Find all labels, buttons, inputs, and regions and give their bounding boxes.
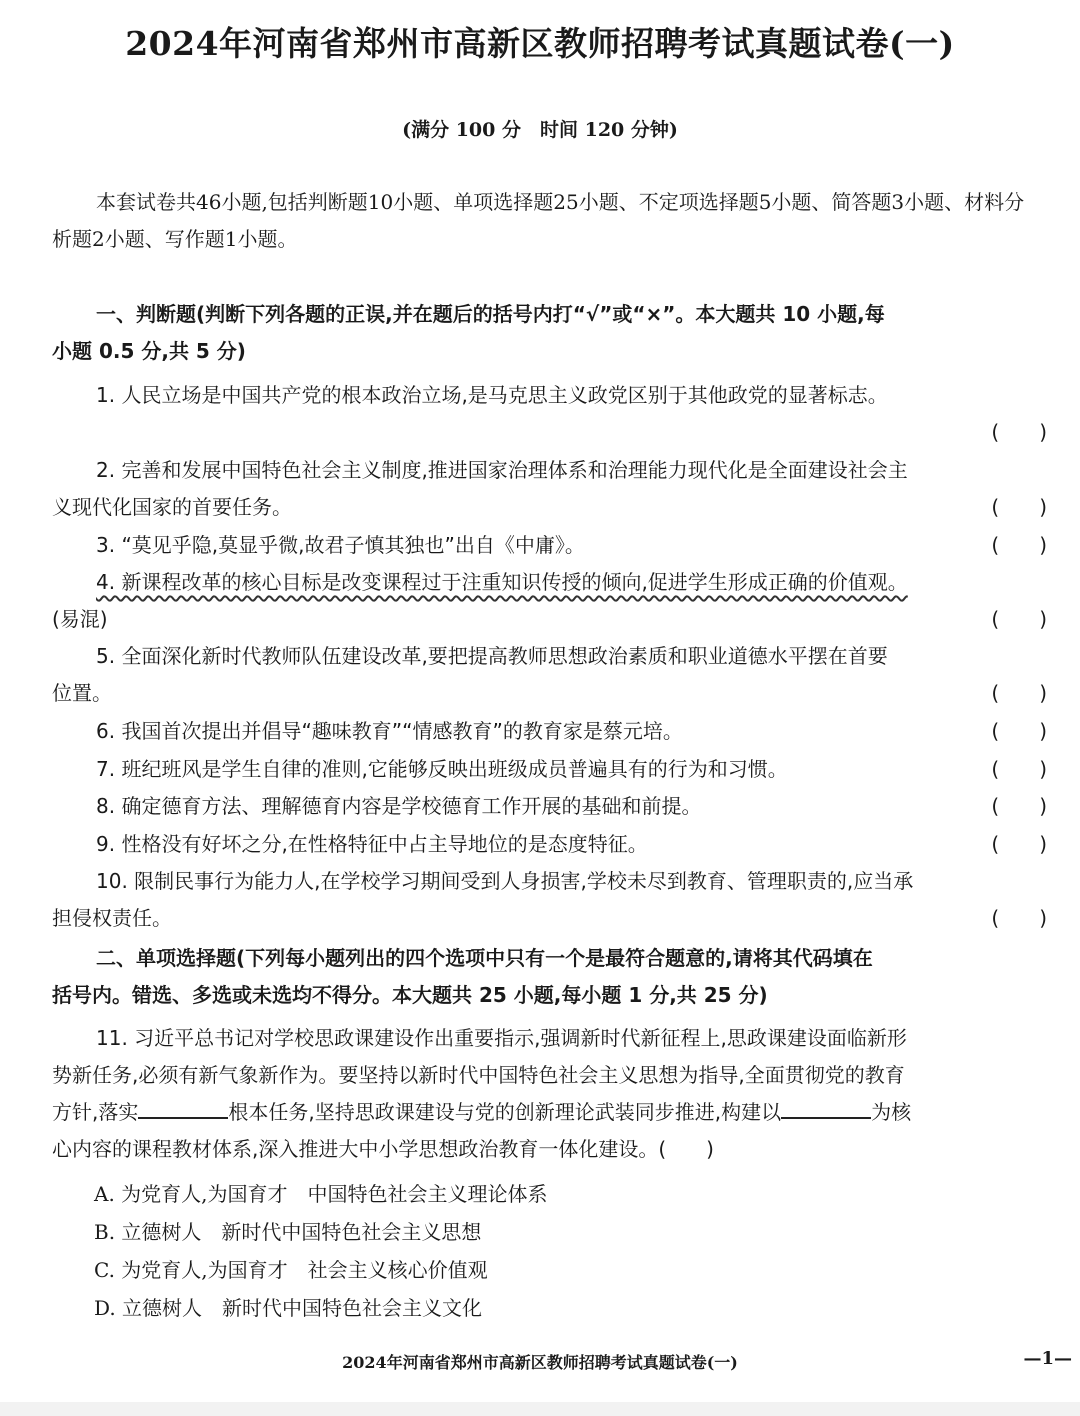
question-9-text: 9. 性格没有好坏之分,在性格特征中占主导地位的是态度特征。 [96, 832, 648, 856]
section2-heading-line1: 二、单项选择题(下列每小题列出的四个选项中只有一个是最符合题意的,请将其代码填在 [96, 946, 873, 970]
section1-heading-line1: 一、判断题(判断下列各题的正误,并在题后的括号内打“√”或“×”。本大题共 10 小题,每 [96, 302, 885, 326]
question-10-line2: 担侵权责任。 [52, 906, 172, 930]
question-10-line1: 10. 限制民事行为能力人,在学校学习期间受到人身损害,学校未尽到教育、管理职责的,应当承 [96, 869, 914, 893]
question-1-text: 1. 人民立场是中国共产党的根本政治立场,是马克思主义政党区别于其他政党的显著标志。 [96, 383, 888, 407]
answer-paren-4[interactable]: ( ) [991, 607, 1047, 631]
question-11-line3b: 根本任务,坚持思政课建设与党的创新理论武装同步推进,构建以 [228, 1100, 782, 1124]
question-4-line1: 4. 新课程改革的核心目标是改变课程过于注重知识传授的倾向,促进学生形成正确的价值观。 [96, 570, 908, 594]
option-a[interactable]: A. 为党育人,为国育才 中国特色社会主义理论体系 [94, 1182, 548, 1206]
question-11-line4: 心内容的课程教材体系,深入推进大中小学思想政治教育一体化建设。( ) [52, 1137, 714, 1161]
answer-paren-8[interactable]: ( ) [991, 794, 1047, 818]
bottom-band [0, 1402, 1080, 1416]
question-5 [52, 638, 1047, 712]
answer-paren-1[interactable]: ( ) [991, 420, 1047, 444]
answer-paren-3[interactable]: ( ) [991, 533, 1047, 557]
section2-heading-line2: 括号内。错选、多选或未选均不得分。本大题共 25 小题,每小题 1 分,共 25 分) [52, 983, 768, 1007]
question-3 [52, 527, 1047, 564]
fill-blank-2[interactable] [781, 1095, 871, 1119]
question-5-line1: 5. 全面深化新时代教师队伍建设改革,要把提高教师思想政治素质和职业道德水平摆在首要 [96, 644, 888, 668]
question-11-line3a: 方针,落实 [52, 1100, 139, 1124]
answer-paren-5[interactable]: ( ) [991, 681, 1047, 705]
question-11 [52, 1020, 1047, 1168]
page-footer: 2024年河南省郑州市高新区教师招聘考试真题试卷(一) [342, 1353, 738, 1372]
question-2-line2: 义现代化国家的首要任务。 [52, 495, 292, 519]
question-8 [52, 788, 1047, 825]
question-4 [52, 564, 1047, 638]
answer-paren-7[interactable]: ( ) [991, 757, 1047, 781]
answer-paren-2[interactable]: ( ) [991, 495, 1047, 519]
section1-heading [52, 296, 1047, 370]
page-title: 2024年河南省郑州市高新区教师招聘考试真题试卷(一) [125, 24, 955, 63]
question-2 [52, 452, 1047, 526]
intro-paragraph: 本套试卷共46小题,包括判断题10小题、单项选择题25小题、不定项选择题5小题、简答题3小题、材料分析题2小题、写作题1小题。 [52, 190, 1025, 251]
option-c[interactable]: C. 为党育人,为国育才 社会主义核心价值观 [94, 1258, 488, 1282]
question-8-text: 8. 确定德育方法、理解德育内容是学校德育工作开展的基础和前提。 [96, 794, 702, 818]
question-9 [52, 826, 1047, 863]
question-10 [52, 863, 1047, 937]
question-11-line1: 11. 习近平总书记对学校思政课建设作出重要指示,强调新时代新征程上,思政课建设面临新形 [96, 1026, 907, 1050]
question-4-note: (易混) [52, 607, 108, 631]
question-7 [52, 751, 1047, 788]
question-5-line2: 位置。 [52, 681, 112, 705]
question-7-text: 7. 班纪班风是学生自律的准则,它能够反映出班级成员普遍具有的行为和习惯。 [96, 757, 788, 781]
question-3-text: 3. “莫见乎隐,莫显乎微,故君子慎其独也”出自《中庸》。 [96, 533, 585, 557]
fill-blank-1[interactable] [138, 1095, 228, 1119]
option-d[interactable]: D. 立德树人 新时代中国特色社会主义文化 [94, 1296, 483, 1320]
page-number: —1— [1023, 1348, 1072, 1369]
question-1 [52, 377, 1047, 451]
section2-heading [52, 940, 1047, 1014]
answer-paren-6[interactable]: ( ) [991, 719, 1047, 743]
section1-heading-line2: 小题 0.5 分,共 5 分) [52, 339, 246, 363]
question-6 [52, 713, 1047, 750]
page-subtitle: (满分 100 分 时间 120 分钟) [402, 119, 678, 141]
question-6-text: 6. 我国首次提出并倡导“趣味教育”“情感教育”的教育家是蔡元培。 [96, 719, 683, 743]
answer-paren-10[interactable]: ( ) [991, 906, 1047, 930]
answer-paren-9[interactable]: ( ) [991, 832, 1047, 856]
question-2-line1: 2. 完善和发展中国特色社会主义制度,推进国家治理体系和治理能力现代化是全面建设社会主 [96, 458, 908, 482]
question-11-line2: 势新任务,必须有新气象新作为。要坚持以新时代中国特色社会主义思想为指导,全面贯彻党的教育 [52, 1063, 905, 1087]
question-11-line3c: 为核 [871, 1100, 912, 1124]
option-b[interactable]: B. 立德树人 新时代中国特色社会主义思想 [94, 1220, 482, 1244]
